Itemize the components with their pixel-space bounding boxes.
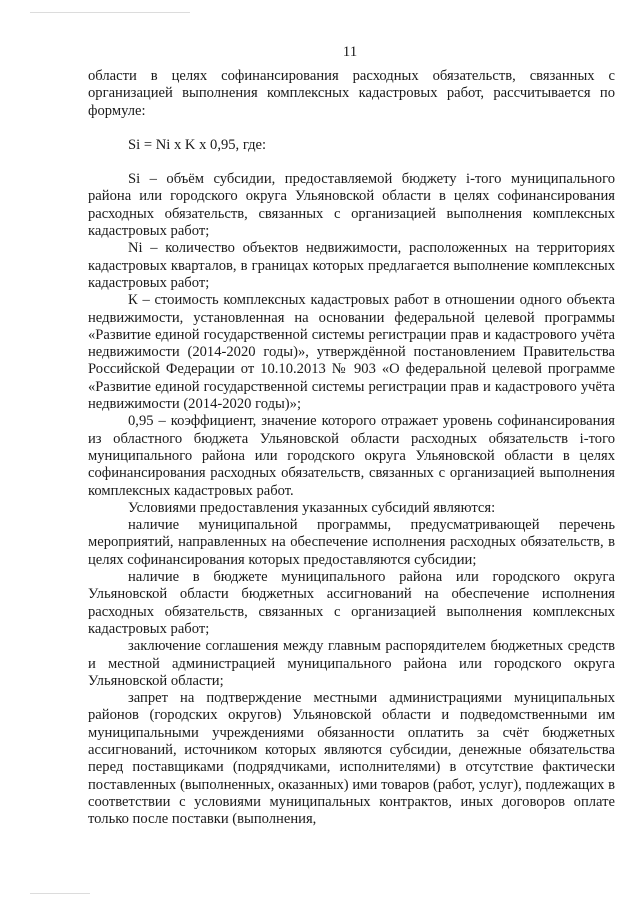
- formula: Si = Ni x K x 0,95, где:: [128, 136, 267, 153]
- document-body: [88, 68, 615, 828]
- paragraph: 0,95 – коэффициент, значение которого отражает уровень софинансирования из областного бюджета Ульяновской области расходных обязательств i-того муниципального района или городского округа Ульяновской области в целях софинансирования расходных обязательств, связанных с организацией выполнения комплексных кадастровых работ.: [88, 413, 615, 499]
- scan-artifact-top: [30, 12, 190, 13]
- paragraph: Условиями предоставления указанных субсидий являются:: [128, 499, 496, 516]
- paragraph: наличие муниципальной программы, предусматривающей перечень мероприятий, направленных на обеспечение исполнения расходных обязательств, в целях софинансирования которых предоставляются субсидии;: [88, 517, 615, 568]
- paragraph: наличие в бюджете муниципального района или городского округа Ульяновской области бюджетных ассигнований на обеспечение исполнения расходных обязательств, связанных с организацией выполнения комплексных кадастровых работ;: [88, 569, 615, 637]
- paragraph: запрет на подтверждение местными администрациями муниципальных районов (городских округов) Ульяновской области и подведомственными им муниципальными учреждениями обязанности оплатить за счёт бюджетных ассигнований, источником которых являются субсидии, денежные обязательства перед поставщиками (подрядчиками, исполнителями) в отсутствие фактически поставленных (выполненных, оказанных) ими товаров (работ, услуг), подлежащих в соответствии с условиями муниципальных контрактов, иных договоров оплате только после поставки (выполнения,: [88, 690, 615, 828]
- paragraph: Si – объём субсидии, предоставляемой бюджету i-того муниципального района или городского округа Ульяновской области в целях софинансирования расходных обязательств, связанных с организацией выполнения комплексных кадастровых работ;: [88, 171, 615, 240]
- paragraph: заключение соглашения между главным распорядителем бюджетных средств и местной администрацией муниципального района или городского округа Ульяновской области;: [88, 638, 615, 689]
- scan-artifact-bottom: [30, 893, 90, 894]
- paragraph: К – стоимость комплексных кадастровых работ в отношении одного объекта недвижимости, установленная на основании федеральной целевой программы «Развитие единой государственной системы регистрации прав и кадастрового учёта недвижимости (2014-2020 годы)», утверждённой постановлением Правительства Российской Федерации от 10.10.2013 № 903 «О федеральной целевой программе «Развитие единой государственной системы регистрации прав и кадастрового учёта недвижимости (2014-2020 годы)»;: [88, 292, 615, 413]
- page-number: 11: [342, 44, 358, 60]
- paragraph: Ni – количество объектов недвижимости, расположенных на территориях кадастровых кварталов, в границах которых предлагается выполнение комплексных кадастровых работ;: [88, 240, 615, 291]
- paragraph: области в целях софинансирования расходных обязательств, связанных с организацией выполнения комплексных кадастровых работ, рассчитывается по формуле:: [88, 68, 615, 119]
